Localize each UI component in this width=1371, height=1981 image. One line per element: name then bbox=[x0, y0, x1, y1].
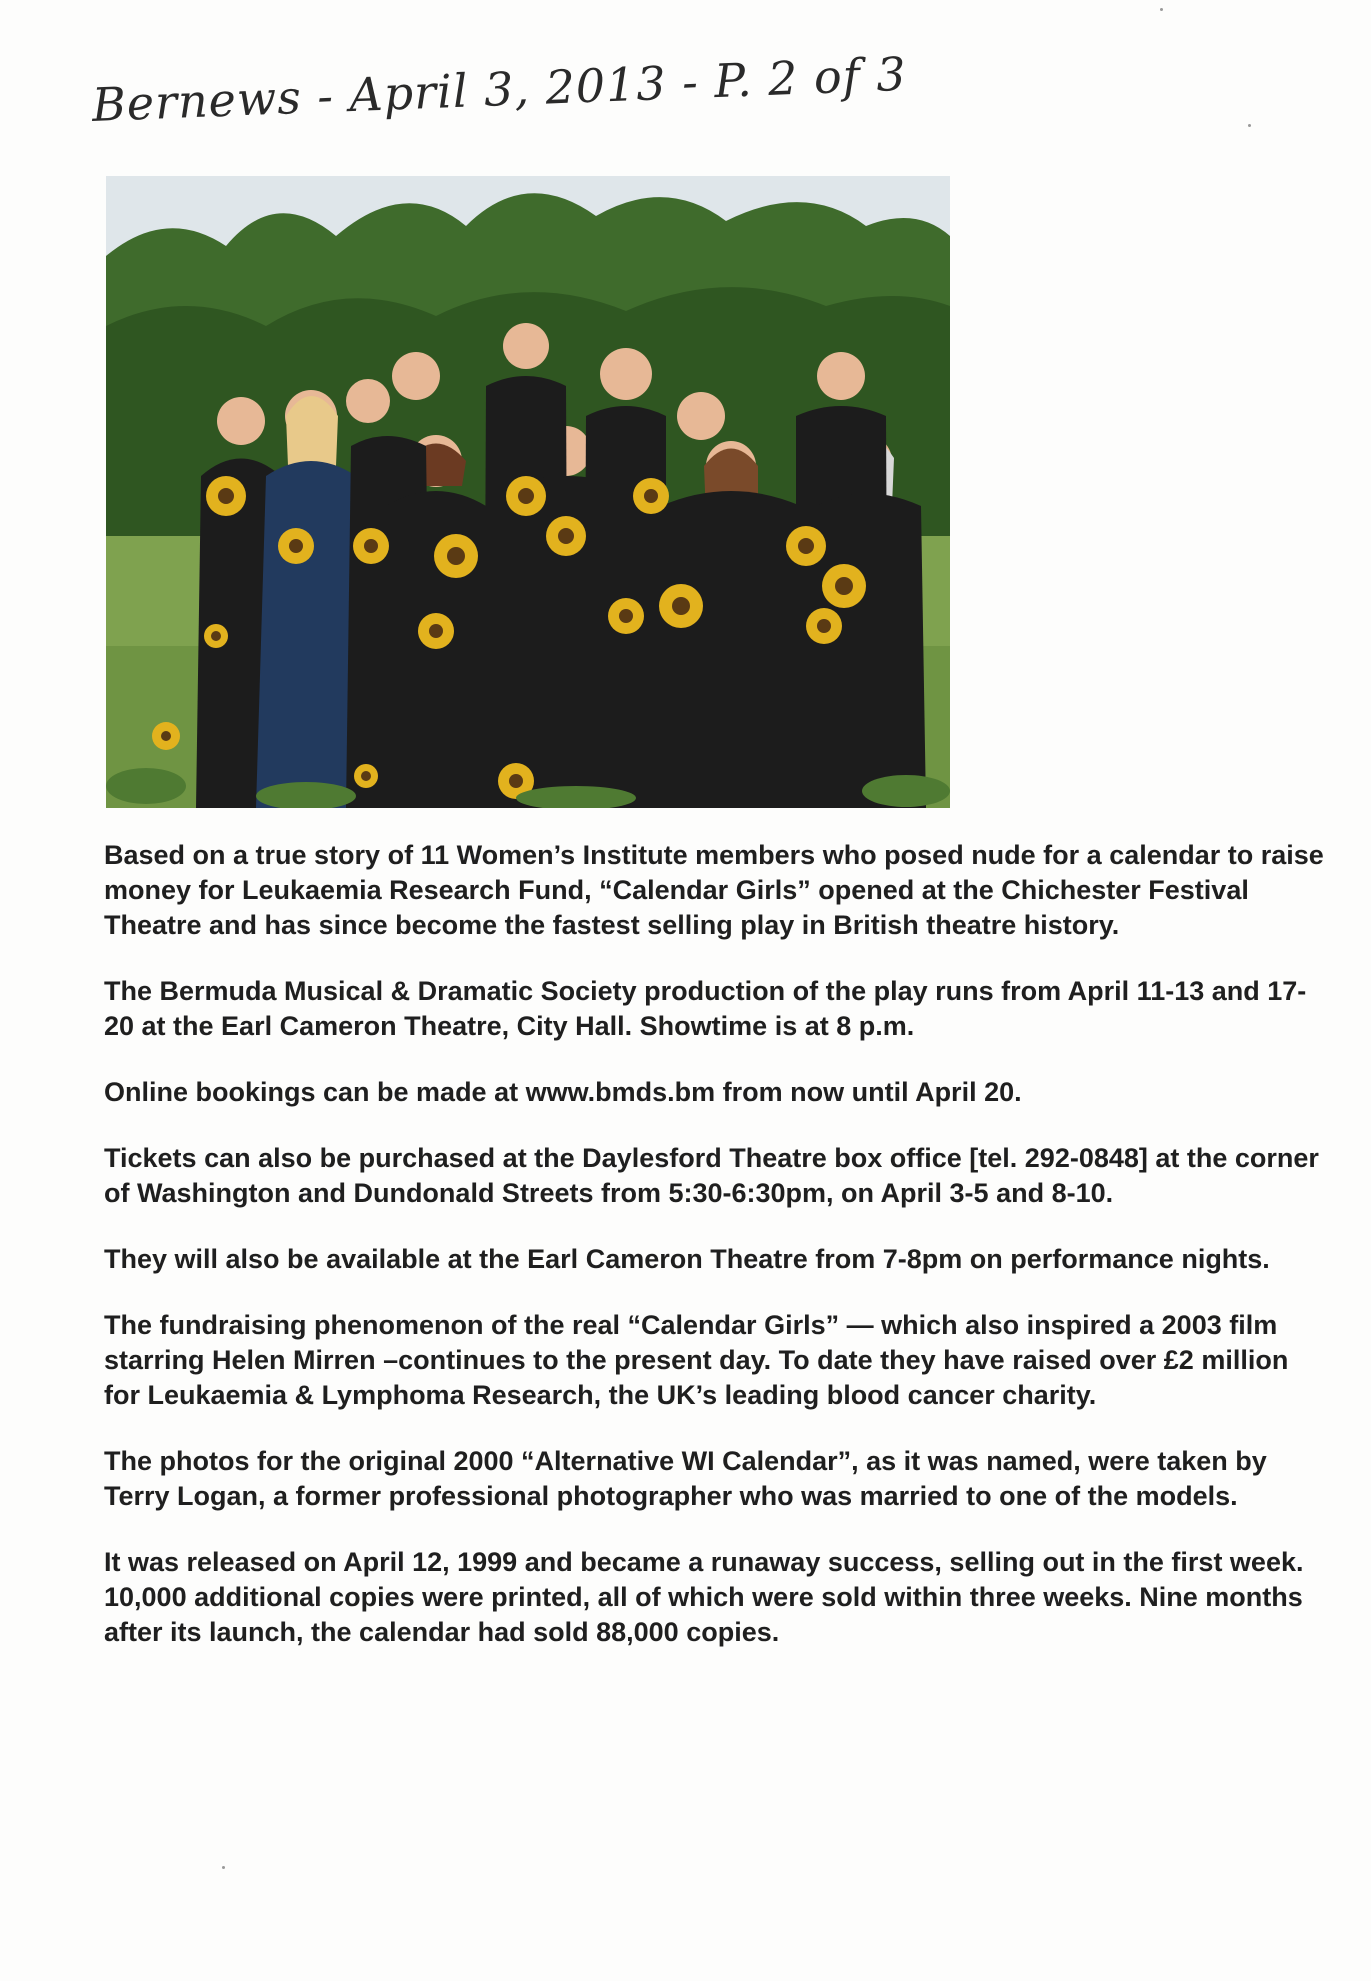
handwritten-annotation: Bernews - April 3, 2013 - P. 2 of 3 bbox=[90, 46, 908, 132]
article-paragraph: The photos for the original 2000 “Alternative WI Calendar”, as it was named, were taken by Terry Logan, a former professional photographer who was married to one of the models. bbox=[104, 1446, 1267, 1511]
article-paragraph: The fundraising phenomenon of the real “Calendar Girls” — which also inspired a 2003 film starring Helen Mirren –continues to the present day. To date they have raised over £2 million for Leukaemia & Lymphoma Research, the UK’s leading blood cancer charity. bbox=[104, 1310, 1289, 1410]
scan-speck bbox=[1160, 8, 1163, 11]
article-paragraph: The Bermuda Musical & Dramatic Society production of the play runs from April 11-13 and 17-20 at the Earl Cameron Theatre, City Hall. Showtime is at 8 p.m. bbox=[104, 976, 1307, 1041]
scan-speck bbox=[222, 1866, 225, 1869]
scan-speck bbox=[1248, 124, 1251, 127]
article-body bbox=[104, 838, 1324, 1681]
article-paragraph: Online bookings can be made at www.bmds.bm from now until April 20. bbox=[104, 1077, 1022, 1107]
article-paragraph: They will also be available at the Earl Cameron Theatre from 7-8pm on performance nights. bbox=[104, 1244, 1270, 1274]
group-photo-icon bbox=[106, 176, 950, 808]
group-photo bbox=[106, 176, 950, 808]
article-paragraph: It was released on April 12, 1999 and became a runaway success, selling out in the first week. 10,000 additional copies were printed, all of which were sold within three weeks. Nine months after its launch, the calendar had sold 88,000 copies. bbox=[104, 1547, 1304, 1647]
article-paragraph: Tickets can also be purchased at the Daylesford Theatre box office [tel. 292-0848] at the corner of Washington and Dundonald Streets from 5:30-6:30pm, on April 3-5 and 8-10. bbox=[104, 1143, 1319, 1208]
article-paragraph: Based on a true story of 11 Women’s Institute members who posed nude for a calendar to raise money for Leukaemia Research Fund, “Calendar Girls” opened at the Chichester Festival Theatre and has since become the fastest selling play in British theatre history. bbox=[104, 840, 1324, 940]
